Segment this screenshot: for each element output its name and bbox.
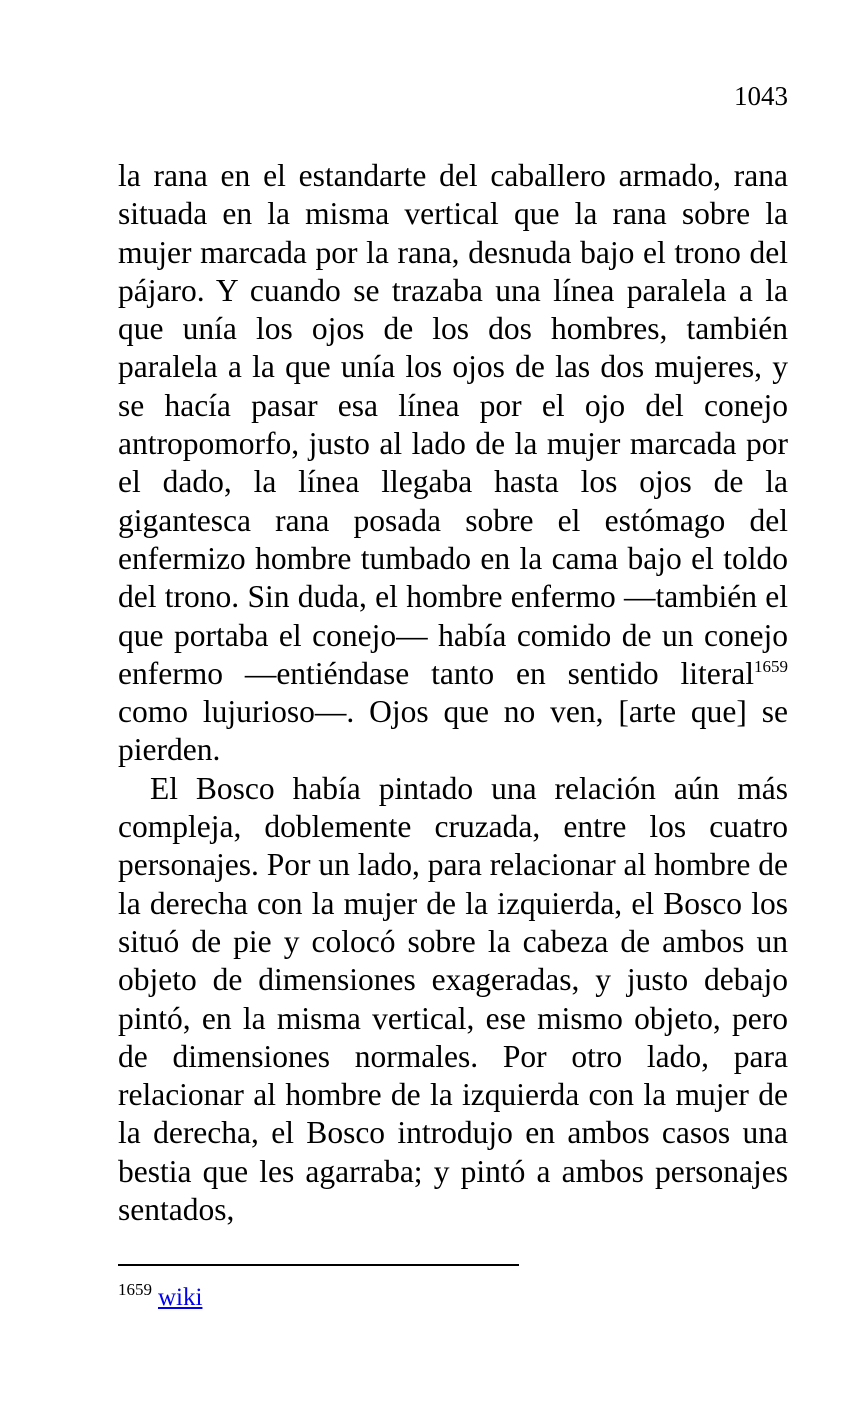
paragraph-1-text-b: como lujurioso—. Ojos que no ven, [arte que] se pierden. — [118, 694, 788, 768]
footnote — [118, 1280, 203, 1313]
paragraph-2: El Bosco había pintado una relación aún más compleja, doblemente cruzada, entre los cuatro personajes. Por un lado, para relacionar al hombre de la derecha con la mujer de la izquierda, el Bosco los situó de pie y colocó sobre la cabeza de ambos un objeto de dimensiones exageradas, y justo debajo pintó, en la misma vertical, ese mismo objeto, pero de dimensiones normales. Por otro lado, para relacionar al hombre de la izquierda con la mujer de la derecha, el Bosco introdujo en ambos casos una bestia que les agarraba; y pintó a ambos personajes sentados, — [118, 770, 788, 1228]
footnote-wiki-link[interactable]: wiki — [158, 1284, 203, 1311]
page-number: 1043 — [734, 81, 788, 111]
body-text — [118, 157, 788, 1229]
footnote-reference: 1659 — [754, 656, 788, 676]
paragraph-1 — [118, 157, 788, 770]
footnote-rule — [118, 1264, 519, 1266]
paragraph-1-text-a: la rana en el estandarte del caballero armado, rana situada en la misma vertical que la rana sobre la mujer marcada por la rana, desnuda bajo el trono del pájaro. Y cuando se trazaba una línea paralela a la que unía los ojos de los dos hombres, también paralela a la que unía los ojos de las dos mujeres, y se hacía pasar esa línea por el ojo del conejo antropomorfo, justo al lado de la mujer marcada por el dado, la línea llegaba hasta los ojos de la gigantesca rana posada sobre el estómago del enfermizo hombre tumbado en la cama bajo el toldo del trono. Sin duda, el hombre enfermo —también el que portaba el conejo— había comido de un conejo enfermo —entiéndase tanto en sentido literal — [118, 158, 788, 691]
footnote-mark: 1659 — [118, 1280, 152, 1299]
